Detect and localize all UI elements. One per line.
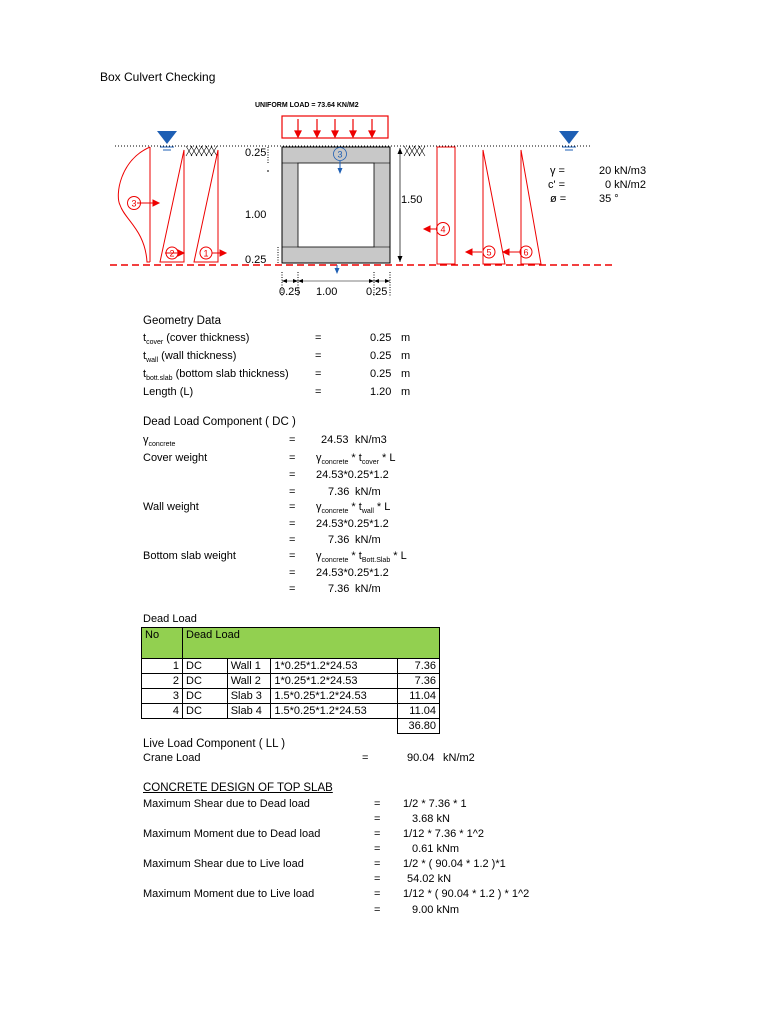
design-label: Maximum Shear due to Live load [143, 858, 304, 870]
design-result: 0.61 kNm [412, 843, 460, 855]
marker-bottom-arrow [335, 265, 340, 274]
geo-unit: m [401, 386, 411, 398]
crane-load-value: 90.04 [407, 752, 435, 764]
live-load-title: Live Load Component ( LL ) [143, 738, 286, 750]
design-result: 3.68 kN [412, 813, 450, 825]
eq-sign: = [289, 434, 296, 446]
cover-weight-label: Cover weight [143, 452, 208, 464]
label-2: 2 [169, 248, 175, 259]
gamma-concrete-label: $\gamma_{concrete}$ [143, 434, 176, 449]
row-calc: 1.5*0.25*1.2*24.53 [271, 704, 398, 719]
pressure-4 [424, 147, 455, 264]
wall-formula: $\gamma_{concrete} * t_{wall}$ * L [316, 501, 391, 516]
culvert-diagram [0, 95, 768, 305]
eq-sign: = [374, 904, 381, 916]
eq-sign: = [374, 873, 381, 885]
row-no: 1 [142, 659, 183, 674]
design-label: Maximum Shear due to Dead load [143, 798, 310, 810]
dim-top: 0.25 [245, 147, 267, 159]
culvert-box [282, 147, 390, 263]
eq-sign: = [289, 501, 296, 513]
design-expr: 1/2 * ( 90.04 * 1.2 )*1 [403, 858, 506, 870]
header-no: No [142, 628, 183, 659]
eq-sign: = [289, 550, 296, 562]
row-element: Wall 2 [227, 674, 271, 689]
pressure-3 [118, 147, 159, 262]
cover-unit: kN/m [355, 486, 381, 498]
water-level-icon-left [157, 131, 177, 150]
dim-mid: 1.00 [245, 209, 267, 221]
row-calc: 1*0.25*1.2*24.53 [271, 659, 398, 674]
geo-eq: = [315, 386, 322, 398]
eq-sign: = [289, 486, 296, 498]
design-result: 54.02 kN [407, 873, 452, 885]
c-label: c' = [548, 179, 566, 191]
gamma-value: 20 kN/m3 [599, 165, 647, 177]
soil-hatch-right [404, 146, 425, 156]
geo-unit: m [401, 368, 411, 380]
table-row [142, 704, 440, 719]
label-1: 1 [203, 248, 209, 259]
eq-sign: = [374, 813, 381, 825]
row-no: 4 [142, 704, 183, 719]
row-no: 2 [142, 674, 183, 689]
cover-calc: 24.53*0.25*1.2 [316, 469, 389, 481]
row-calc: 1.5*0.25*1.2*24.53 [271, 689, 398, 704]
pressure-2 [160, 150, 184, 262]
geo-unit: m [401, 350, 411, 362]
eq-sign: = [374, 828, 381, 840]
table-total: 36.80 [398, 719, 440, 734]
geo-unit: m [401, 332, 411, 344]
eq-sign: = [289, 518, 296, 530]
header-dead-load: Dead Load [183, 628, 440, 659]
bottom-calc: 24.53*0.25*1.2 [316, 567, 389, 579]
bottom-weight-label: Bottom slab weight [143, 550, 236, 562]
dim-b2: 1.00 [316, 286, 338, 298]
geo-row-length: Length (L) [143, 386, 194, 398]
eq-sign: = [289, 534, 296, 546]
gamma-value: 24.53 [321, 434, 349, 446]
wall-weight-label: Wall weight [143, 501, 199, 513]
dead-load-title: Dead Load Component ( DC ) [143, 416, 296, 428]
load-arrows [295, 119, 375, 137]
water-level-icon-right [559, 131, 579, 150]
wall-calc: 24.53*0.25*1.2 [316, 518, 389, 530]
gamma-label: γ = [550, 165, 565, 177]
geo-val: 1.20 [370, 386, 392, 398]
row-element: Slab 3 [227, 689, 271, 704]
bottom-value: 7.36 [328, 583, 350, 595]
design-label: Maximum Moment due to Live load [143, 888, 315, 900]
geo-row-cover: $t_{cover}$ (cover thickness) [143, 332, 250, 347]
design-label: Maximum Moment due to Dead load [143, 828, 321, 840]
table-row [142, 689, 440, 704]
dead-table-caption: Dead Load [143, 613, 197, 625]
c-value: 0 kN/m2 [605, 179, 646, 191]
row-value: 11.04 [398, 704, 440, 719]
phi-value: 35 ° [599, 193, 619, 205]
row-no: 3 [142, 689, 183, 704]
eq-sign: = [374, 858, 381, 870]
dim-height: 1.50 [401, 194, 423, 206]
dim-bot: 0.25 [245, 254, 267, 266]
eq-sign: = [289, 469, 296, 481]
uniform-load-label: UNIFORM LOAD = 73.64 KN/M2 [255, 102, 359, 109]
geo-eq: = [315, 350, 322, 362]
crane-load-unit: kN/m2 [443, 752, 475, 764]
cover-value: 7.36 [328, 486, 350, 498]
eq-sign: = [362, 752, 369, 764]
design-title: CONCRETE DESIGN OF TOP SLAB [143, 782, 333, 794]
geo-eq: = [315, 332, 322, 344]
row-element: Wall 1 [227, 659, 271, 674]
row-type: DC [183, 704, 228, 719]
geometry-title: Geometry Data [143, 315, 221, 327]
row-element: Slab 4 [227, 704, 271, 719]
page-title: Box Culvert Checking [100, 70, 216, 84]
eq-sign: = [289, 567, 296, 579]
label-5: 5 [486, 247, 492, 258]
design-result: 9.00 kNm [412, 904, 460, 916]
row-type: DC [183, 674, 228, 689]
eq-sign: = [374, 888, 381, 900]
geo-val: 0.25 [370, 368, 392, 380]
gamma-unit: kN/m3 [355, 434, 387, 446]
row-calc: 1*0.25*1.2*24.53 [271, 674, 398, 689]
eq-sign: = [289, 583, 296, 595]
geo-val: 0.25 [370, 350, 392, 362]
table-row [142, 659, 440, 674]
geo-val: 0.25 [370, 332, 392, 344]
table-header-row [142, 628, 440, 659]
wall-unit: kN/m [355, 534, 381, 546]
row-value: 11.04 [398, 689, 440, 704]
wall-value: 7.36 [328, 534, 350, 546]
eq-sign: = [374, 798, 381, 810]
crane-load-label: Crane Load [143, 752, 201, 764]
label-4: 4 [440, 224, 446, 235]
pressure-5 [466, 150, 505, 264]
cover-formula: $\gamma_{concrete} * t_{cover}$ * L [316, 452, 396, 467]
pressure-1 [194, 150, 226, 262]
dead-load-table [141, 627, 440, 734]
eq-sign: = [374, 843, 381, 855]
bottom-formula: $\gamma_{concrete} * t_{Bott.Slab}$ * L [316, 550, 407, 565]
soil-hatch-left [186, 146, 217, 156]
label-3-left: 3 [131, 198, 137, 209]
pressure-6 [503, 150, 541, 264]
design-expr: 1/2 * 7.36 * 1 [403, 798, 467, 810]
label-3-top: 3 [337, 149, 343, 160]
eq-sign: = [289, 452, 296, 464]
row-type: DC [183, 659, 228, 674]
label-6: 6 [523, 247, 529, 258]
geo-eq: = [315, 368, 322, 380]
table-total-row [142, 719, 440, 734]
table-row [142, 674, 440, 689]
bottom-unit: kN/m [355, 583, 381, 595]
phi-label: ø = [550, 193, 567, 205]
design-expr: 1/12 * ( 90.04 * 1.2 ) * 1^2 [403, 888, 530, 900]
geo-row-bottom: $t_{bott.slab}$ (bottom slab thickness) [143, 368, 289, 383]
geo-row-wall: $t_{wall}$ (wall thickness) [143, 350, 237, 365]
row-value: 7.36 [398, 659, 440, 674]
design-expr: 1/12 * 7.36 * 1^2 [403, 828, 485, 840]
dim-b1: 0.25 [279, 286, 301, 298]
row-type: DC [183, 689, 228, 704]
row-value: 7.36 [398, 674, 440, 689]
dim-b3: 0.25 [366, 286, 388, 298]
